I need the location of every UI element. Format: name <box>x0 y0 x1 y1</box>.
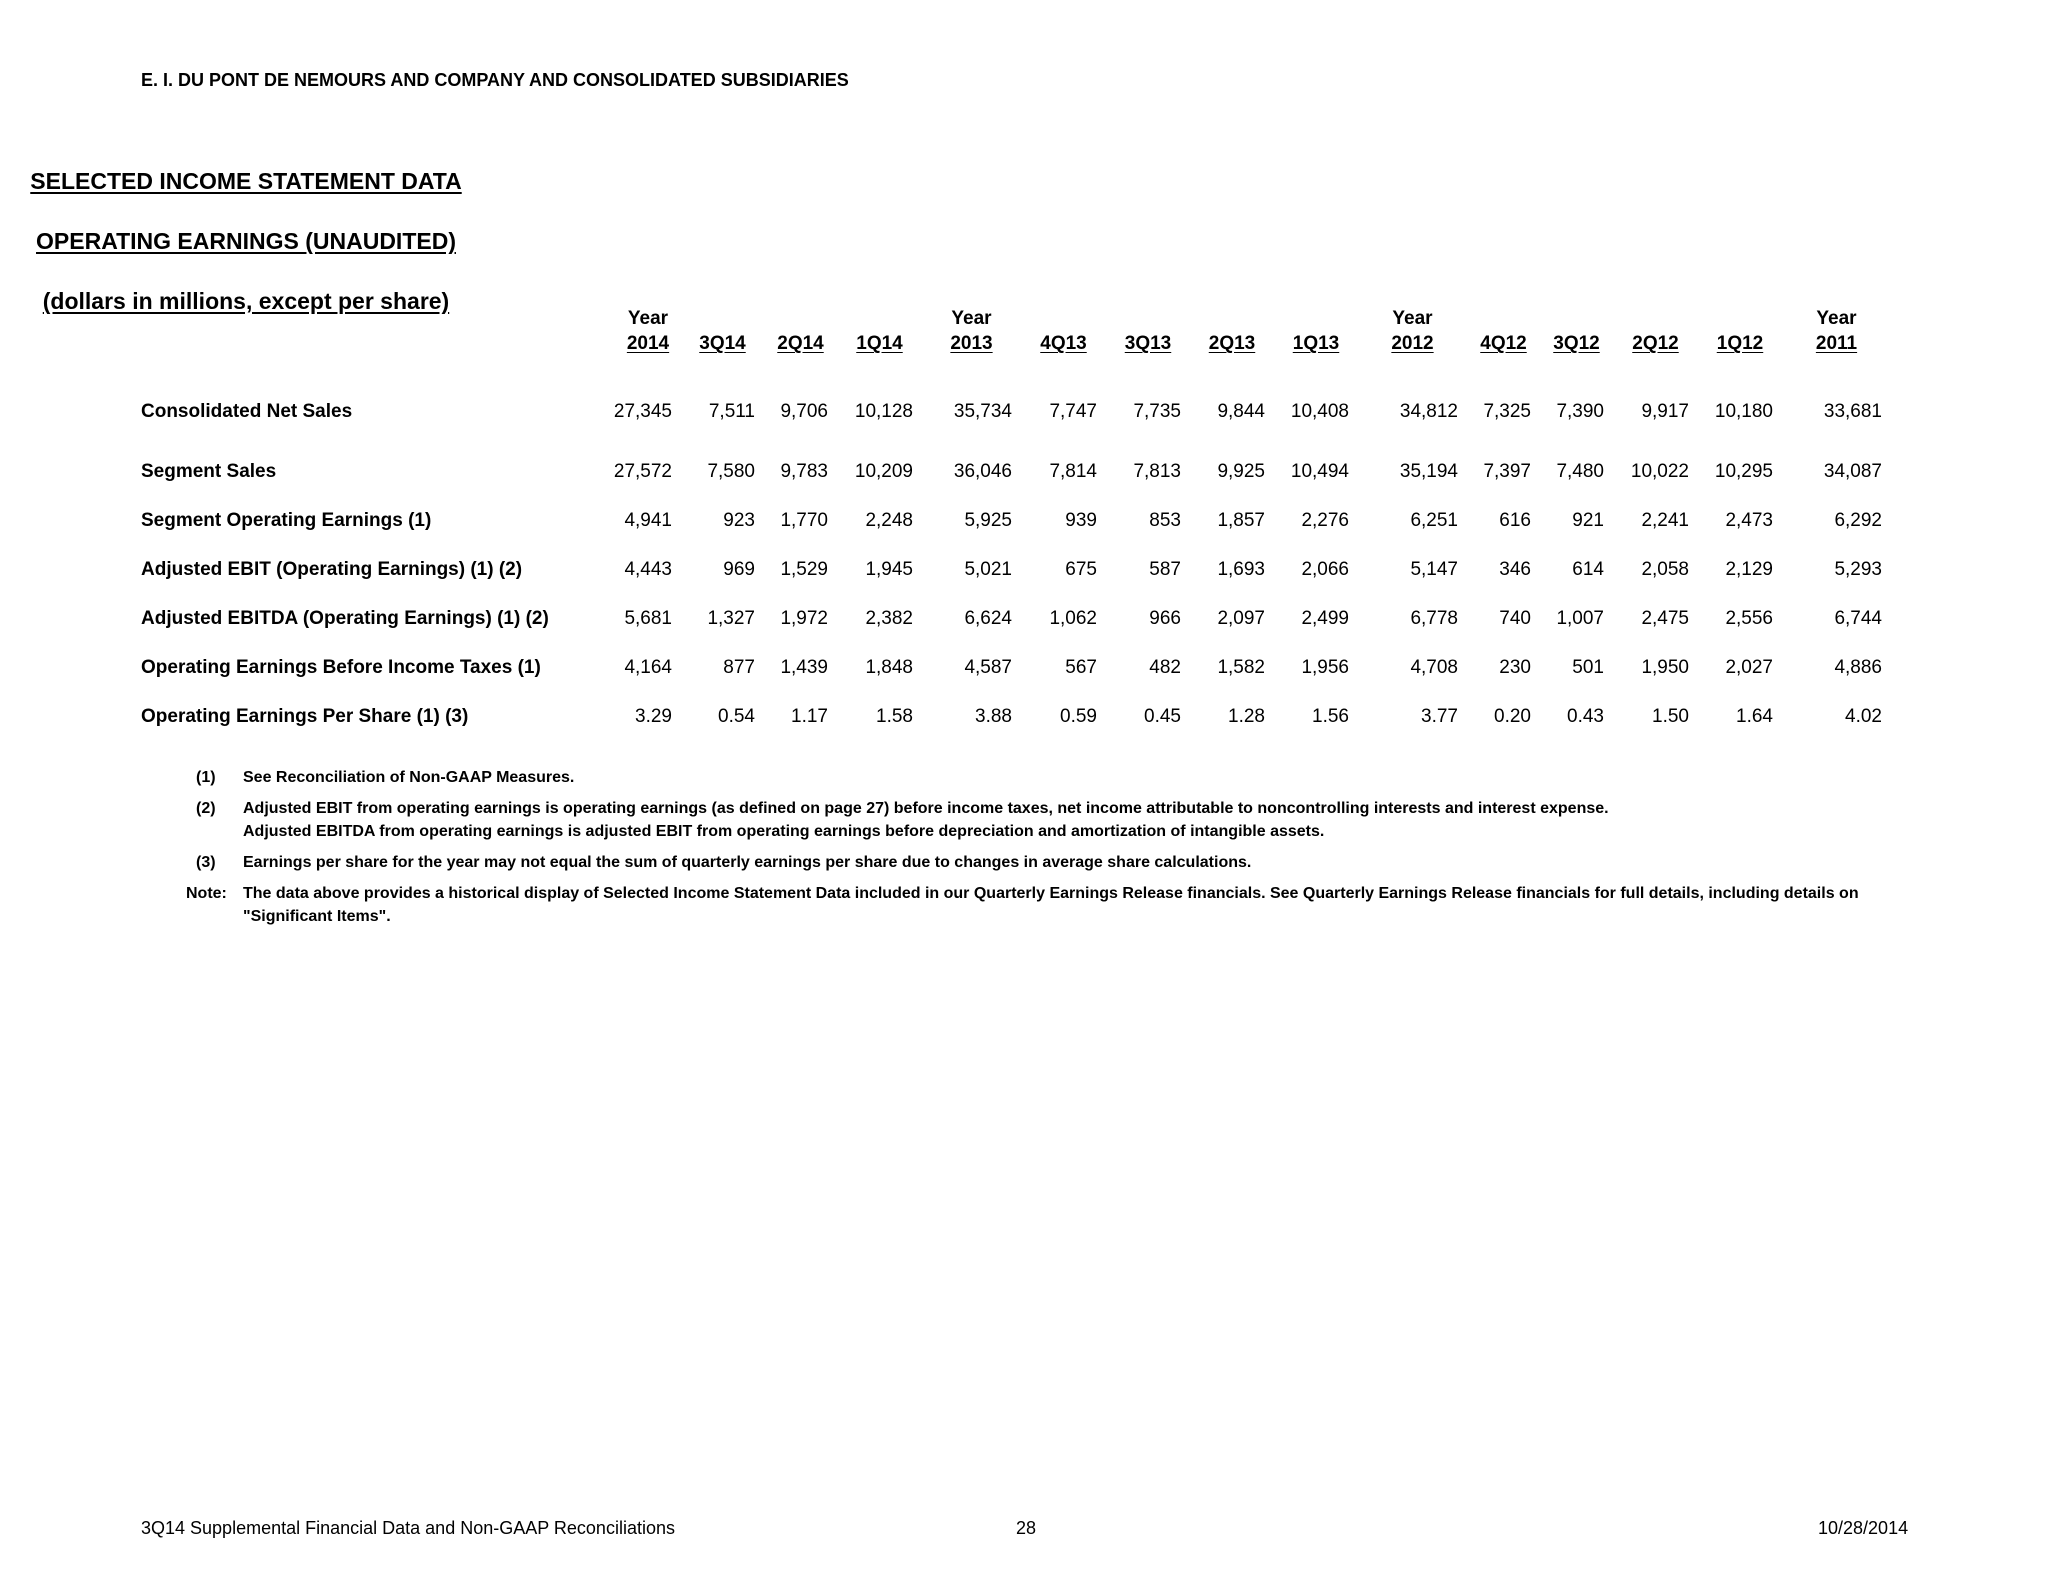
table-cell: 0.45 <box>1144 705 1181 727</box>
table-cell: 27,572 <box>613 460 672 482</box>
table-cell: 1.64 <box>1736 705 1773 727</box>
column-header: 4Q13 <box>1040 333 1087 354</box>
title-line-2: OPERATING EARNINGS (UNAUDITED) <box>36 228 456 254</box>
table-cell: 9,783 <box>780 460 828 482</box>
table-cell: 1,529 <box>780 558 828 580</box>
table-cell: 4,886 <box>1834 656 1882 678</box>
table-cell: 9,706 <box>780 401 828 422</box>
table-cell: 35,194 <box>1399 460 1458 482</box>
footnote-key: (3) <box>196 854 216 871</box>
table-cell: 7,813 <box>1133 460 1181 482</box>
table-row <box>141 545 1882 594</box>
table-cell: 5,925 <box>964 509 1012 531</box>
table-cell: 2,382 <box>865 607 913 629</box>
footnote-text: The data above provides a historical display of Selected Income Statement Data included in our Quarterly Earnings Release financials. See Quarterly Earnings Release financials for full details, including details on "Significant Items". <box>243 885 1859 925</box>
table-cell: 35,734 <box>953 401 1012 422</box>
title-line-1: SELECTED INCOME STATEMENT DATA <box>30 168 462 194</box>
column-header: 4Q12 <box>1480 333 1527 354</box>
table-cell: 921 <box>1572 509 1604 531</box>
table-cell: 2,276 <box>1301 509 1349 531</box>
table-row <box>141 496 1882 545</box>
table-cell: 1.28 <box>1228 705 1265 727</box>
table-row <box>141 447 1882 496</box>
table-cell: 1,007 <box>1556 607 1604 629</box>
table-cell: 346 <box>1499 558 1531 580</box>
table-cell: 1,693 <box>1217 558 1265 580</box>
table-cell: 877 <box>723 656 755 678</box>
table-cell: 1,945 <box>865 558 913 580</box>
row-label: Adjusted EBIT (Operating Earnings) (1) (2) <box>141 558 523 580</box>
table-cell: 2,499 <box>1301 607 1349 629</box>
table-cell: 7,390 <box>1556 401 1604 422</box>
column-header: 3Q13 <box>1124 333 1172 354</box>
table-cell: 33,681 <box>1823 401 1882 422</box>
table-cell: 7,397 <box>1483 460 1531 482</box>
table-cell: 1.50 <box>1652 705 1689 727</box>
table-cell: 923 <box>723 509 755 531</box>
table-cell: 4,443 <box>624 558 672 580</box>
table-cell: 2,241 <box>1641 509 1689 531</box>
table-cell: 6,778 <box>1410 607 1458 629</box>
row-label: Adjusted EBITDA (Operating Earnings) (1) (2) <box>141 607 549 629</box>
column-header: Year 2013 <box>950 308 993 354</box>
table-cell: 7,735 <box>1133 401 1181 422</box>
footnote <box>182 882 1907 928</box>
column-header: Year 2014 <box>626 308 670 354</box>
footnotes <box>187 766 1907 936</box>
table-cell: 4.02 <box>1845 705 1882 727</box>
row-label: Operating Earnings Per Share (1) (3) <box>141 705 469 727</box>
column-header: 1Q13 <box>1292 333 1340 354</box>
table-cell: 9,917 <box>1641 401 1689 422</box>
table-cell: 6,292 <box>1834 509 1882 531</box>
table-cell: 6,251 <box>1410 509 1458 531</box>
table-cell: 10,180 <box>1714 401 1773 422</box>
table-cell: 587 <box>1149 558 1181 580</box>
table-cell: 2,475 <box>1641 607 1689 629</box>
table-cell: 9,925 <box>1217 460 1265 482</box>
table-cell: 7,480 <box>1556 460 1604 482</box>
table-cell: 2,473 <box>1725 509 1773 531</box>
table-cell: 4,164 <box>624 656 672 678</box>
table-cell: 3.29 <box>635 705 672 727</box>
report-title <box>0 166 2048 314</box>
footnote-text: See Reconciliation of Non-GAAP Measures. <box>243 769 575 786</box>
table-cell: 1,582 <box>1217 656 1265 678</box>
table-cell: 10,408 <box>1290 401 1349 422</box>
company-name: E. I. DU PONT DE NEMOURS AND COMPANY AND CONSOLIDATED SUBSIDIARIES <box>141 70 849 90</box>
table-cell: 2,066 <box>1301 558 1349 580</box>
column-header: 2Q13 <box>1208 333 1256 354</box>
table-cell: 5,293 <box>1834 558 1882 580</box>
table-cell: 36,046 <box>953 460 1012 482</box>
table-header-row <box>141 300 1882 356</box>
table-cell: 0.59 <box>1060 705 1097 727</box>
table-cell: 482 <box>1149 656 1181 678</box>
table-cell: 34,087 <box>1823 460 1882 482</box>
table-cell: 2,097 <box>1217 607 1265 629</box>
table-cell: 10,295 <box>1714 460 1773 482</box>
table-cell: 0.20 <box>1494 705 1531 727</box>
table-row <box>141 643 1882 692</box>
table-cell: 6,624 <box>964 607 1012 629</box>
title-line-3: (dollars in millions, except per share) <box>42 288 450 314</box>
table-cell: 614 <box>1572 558 1604 580</box>
table-cell: 2,058 <box>1641 558 1689 580</box>
header-label-spacer <box>141 300 606 356</box>
table-cell: 740 <box>1499 607 1531 629</box>
footnote-text: Adjusted EBITDA from operating earnings is adjusted EBIT from operating earnings before depreciation and amortization of intangible assets. <box>243 823 1325 840</box>
table-cell: 1.17 <box>791 705 828 727</box>
table-cell: 966 <box>1149 607 1181 629</box>
table-cell: 969 <box>723 558 755 580</box>
table-cell: 1,062 <box>1049 607 1097 629</box>
table-cell: 9,844 <box>1217 401 1265 422</box>
table-cell: 1,439 <box>780 656 828 678</box>
column-header: Year 2011 <box>1815 308 1858 354</box>
row-label: Consolidated Net Sales <box>141 401 353 422</box>
row-label: Segment Sales <box>141 460 277 482</box>
footnote <box>187 766 1907 789</box>
footnote-key: Note: <box>186 885 227 902</box>
table-cell: 0.54 <box>718 705 755 727</box>
table-cell: 5,021 <box>964 558 1012 580</box>
table-cell: 1,770 <box>780 509 828 531</box>
table-cell: 34,812 <box>1399 401 1458 422</box>
footer-date: 10/28/2014 <box>1818 1518 1909 1538</box>
table-cell: 3.88 <box>975 705 1012 727</box>
table-cell: 1.58 <box>876 705 913 727</box>
table-cell: 1,857 <box>1217 509 1265 531</box>
column-header: 2Q12 <box>1632 333 1679 354</box>
column-header: Year 2012 <box>1391 308 1434 354</box>
table-cell: 7,325 <box>1483 401 1531 422</box>
row-label: Segment Operating Earnings (1) <box>141 509 432 531</box>
table-cell: 27,345 <box>613 401 672 422</box>
table-cell: 1,956 <box>1301 656 1349 678</box>
table-cell: 0.43 <box>1567 705 1604 727</box>
table-cell: 4,587 <box>964 656 1012 678</box>
table-cell: 2,027 <box>1725 656 1773 678</box>
column-header: 2Q14 <box>777 333 824 354</box>
footnote-key: (2) <box>196 800 216 817</box>
page-number: 28 <box>1016 1518 1037 1538</box>
table-cell: 1,972 <box>780 607 828 629</box>
footnote-text: Earnings per share for the year may not equal the sum of quarterly earnings per share due to changes in average share calculations. <box>243 854 1252 871</box>
table-cell: 10,209 <box>854 460 913 482</box>
table-cell: 10,022 <box>1630 460 1689 482</box>
table-cell: 853 <box>1149 509 1181 531</box>
table-cell: 7,814 <box>1049 460 1097 482</box>
table-cell: 3.77 <box>1421 705 1458 727</box>
column-header: 3Q14 <box>699 333 746 354</box>
table-cell: 10,494 <box>1290 460 1349 482</box>
table-cell: 4,941 <box>624 509 672 531</box>
column-header: 1Q14 <box>856 333 903 354</box>
table-cell: 2,556 <box>1725 607 1773 629</box>
table-cell: 10,128 <box>854 401 913 422</box>
table-cell: 2,129 <box>1725 558 1773 580</box>
table-cell: 7,511 <box>708 401 755 422</box>
table-cell: 2,248 <box>865 509 913 531</box>
table-row <box>141 594 1882 643</box>
table-cell: 675 <box>1065 558 1097 580</box>
table-row <box>141 356 1882 447</box>
table-cell: 7,580 <box>707 460 755 482</box>
table-cell: 5,147 <box>1410 558 1458 580</box>
table-cell: 939 <box>1065 509 1097 531</box>
table-cell: 4,708 <box>1410 656 1458 678</box>
table-cell: 6,744 <box>1834 607 1882 629</box>
table-cell: 1,848 <box>865 656 913 678</box>
column-header: 3Q12 <box>1553 333 1600 354</box>
table-cell: 567 <box>1065 656 1097 678</box>
table-cell: 230 <box>1499 656 1531 678</box>
income-statement-table <box>141 300 1882 741</box>
row-label: Operating Earnings Before Income Taxes (1) <box>141 656 541 678</box>
footnote <box>187 851 1907 874</box>
table-cell: 1,327 <box>707 607 755 629</box>
footnote-text: Adjusted EBIT from operating earnings is operating earnings (as defined on page 27) before income taxes, net income attributable to noncontrolling interests and interest expense. <box>243 800 1609 817</box>
table-cell: 7,747 <box>1049 401 1097 422</box>
column-header: 1Q12 <box>1716 333 1764 354</box>
footer-document-title: 3Q14 Supplemental Financial Data and Non-GAAP Reconciliations <box>141 1518 675 1538</box>
footnote <box>187 797 1907 843</box>
footnote-key: (1) <box>196 769 216 786</box>
table-cell: 616 <box>1499 509 1531 531</box>
table-row <box>141 692 1882 741</box>
table-cell: 501 <box>1572 656 1604 678</box>
table-cell: 1,950 <box>1641 656 1689 678</box>
table-cell: 1.56 <box>1312 705 1349 727</box>
table-cell: 5,681 <box>624 607 672 629</box>
